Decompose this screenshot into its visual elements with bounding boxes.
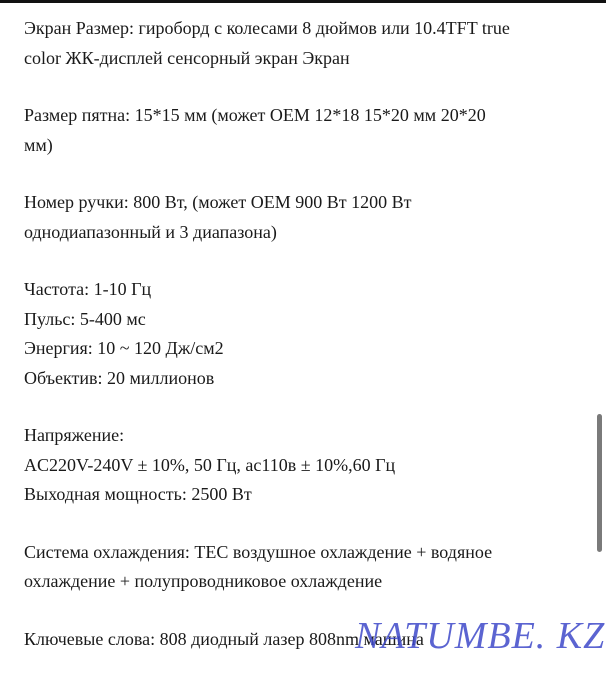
energy-line: Энергия: 10 ~ 120 Дж/см2 (24, 338, 224, 358)
text-line: однодиапазонный и 3 диапазона) (24, 221, 277, 242)
product-description (24, 14, 584, 682)
lens-line: Объектив: 20 миллионов (24, 367, 215, 388)
site-watermark: NATUMBE. KZ (355, 615, 606, 657)
screen-spec-block (24, 14, 584, 73)
text-line: Система охлаждения: TEC воздушное охлаждение + водяное (24, 541, 493, 562)
top-edge-bar (0, 0, 606, 3)
keywords-line: Ключевые слова: 808 диодный лазер 808nm машина (24, 628, 424, 649)
text-line: color ЖК-дисплей сенсорный экран Экран (24, 47, 350, 68)
handle-power-block (24, 188, 584, 247)
text-line: охлаждение + полупроводниковое охлаждение (24, 571, 383, 591)
frequency-line: Частота: 1-10 Гц (24, 279, 152, 299)
pulse-line: Пульс: 5-400 мс (24, 308, 146, 329)
text-line: Размер пятна: 15*15 мм (может OEM 12*18 15*20 мм 20*20 (24, 105, 486, 125)
voltage-label: Напряжение: (24, 425, 125, 445)
vertical-scrollbar[interactable] (597, 414, 602, 552)
text-line: мм) (24, 134, 53, 155)
parameters-block (24, 275, 584, 393)
text-line: Экран Размер: гироборд с колесами 8 дюймов или 10.4TFT true (24, 18, 510, 38)
spot-size-block (24, 101, 584, 160)
cooling-system-block (24, 538, 584, 597)
voltage-block (24, 421, 584, 510)
voltage-value: AC220V-240V ± 10%, 50 Гц, ac110в ± 10%,60 Гц (24, 454, 396, 475)
text-line: Номер ручки: 800 Вт, (может OEM 900 Вт 1200 Вт (24, 192, 412, 212)
output-power-line: Выходная мощность: 2500 Вт (24, 484, 252, 504)
